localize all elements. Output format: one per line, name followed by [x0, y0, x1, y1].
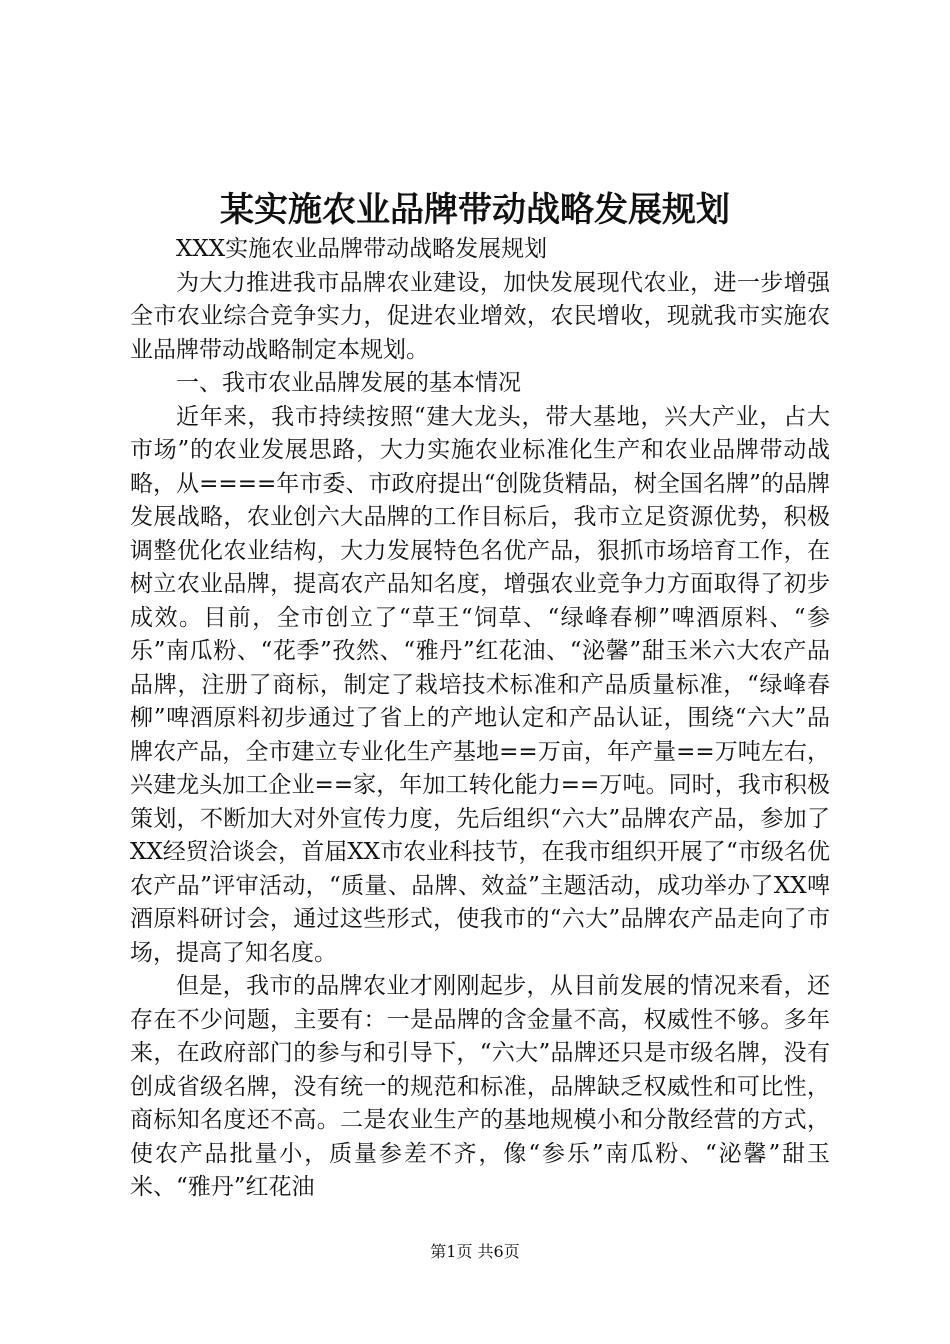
document-body	[130, 233, 830, 1205]
section-heading: 一、我市农业品牌发展的基本情况	[176, 370, 521, 396]
subtitle-paragraph: XXX实施农业品牌带动战略发展规划	[176, 236, 548, 262]
body-paragraph: 近年来，我市持续按照“建大龙头，带大基地，兴大产业，占大市场”的农业发展思路，大力实施农业标准化生产和农业品牌带动战略，从====年市委、市政府提出“创陇货精品，树全国名牌”的品牌发展战略，农业创六大品牌的工作目标后，我市立足资源优势，积极调整优化农业结构，大力发展特色名优产品，狠抓市场培育工作，在树立农业品牌，提高农产品知名度，增强农业竞争力方面取得了初步成效。目前，全市创立了“草王“饲草、“绿峰春柳”啤酒原料、“参乐”南瓜粉、“花季”孜然、“雅丹”红花油、“泌馨”甜玉米六大农产品品牌，注册了商标，制定了栽培技术标准和产品质量标准，“绿峰春柳”啤酒原料初步通过了省上的产地认定和产品认证，围绕“六大”品牌农产品，全市建立专业化生产基地==万亩，年产量==万吨左右，兴建龙头加工企业==家，年加工转化能力==万吨。同时，我市积极策划，不断加大对外宣传力度，先后组织“六大”品牌农产品，参加了XX经贸洽谈会，首届XX市农业科技节，在我市组织开展了“市级名优农产品”评审活动，“质量、品牌、效益”主题活动，成功举办了XX啤酒原料研讨会，通过这些形式，使我市的“六大”品牌农产品走向了市场，提高了知名度。	[130, 403, 830, 966]
page-number-footer: 第1页 共6页	[430, 1242, 520, 1261]
intro-paragraph: 为大力推进我市品牌农业建设，加快发展现代农业，进一步增强全市农业综合竞争实力，促进农业增效，农民增收，现就我市实施农业品牌带动战略制定本规划。	[130, 269, 830, 363]
document-title: 某实施农业品牌带动战略发展规划	[220, 190, 730, 230]
body-paragraph: 但是，我市的品牌农业才刚刚起步，从目前发展的情况来看，还存在不少问题，主要有：一是品牌的含金量不高，权威性不够。多年来，在政府部门的参与和引导下，“六大”品牌还只是市级名牌，没有创成省级名牌，没有统一的规范和标准，品牌缺乏权威性和可比性，商标知名度还不高。二是农业生产的基地规模小和分散经营的方式，使农产品批量小，质量参差不齐，像“参乐”南瓜粉、“泌馨”甜玉米、“雅丹”红花油	[130, 973, 830, 1200]
